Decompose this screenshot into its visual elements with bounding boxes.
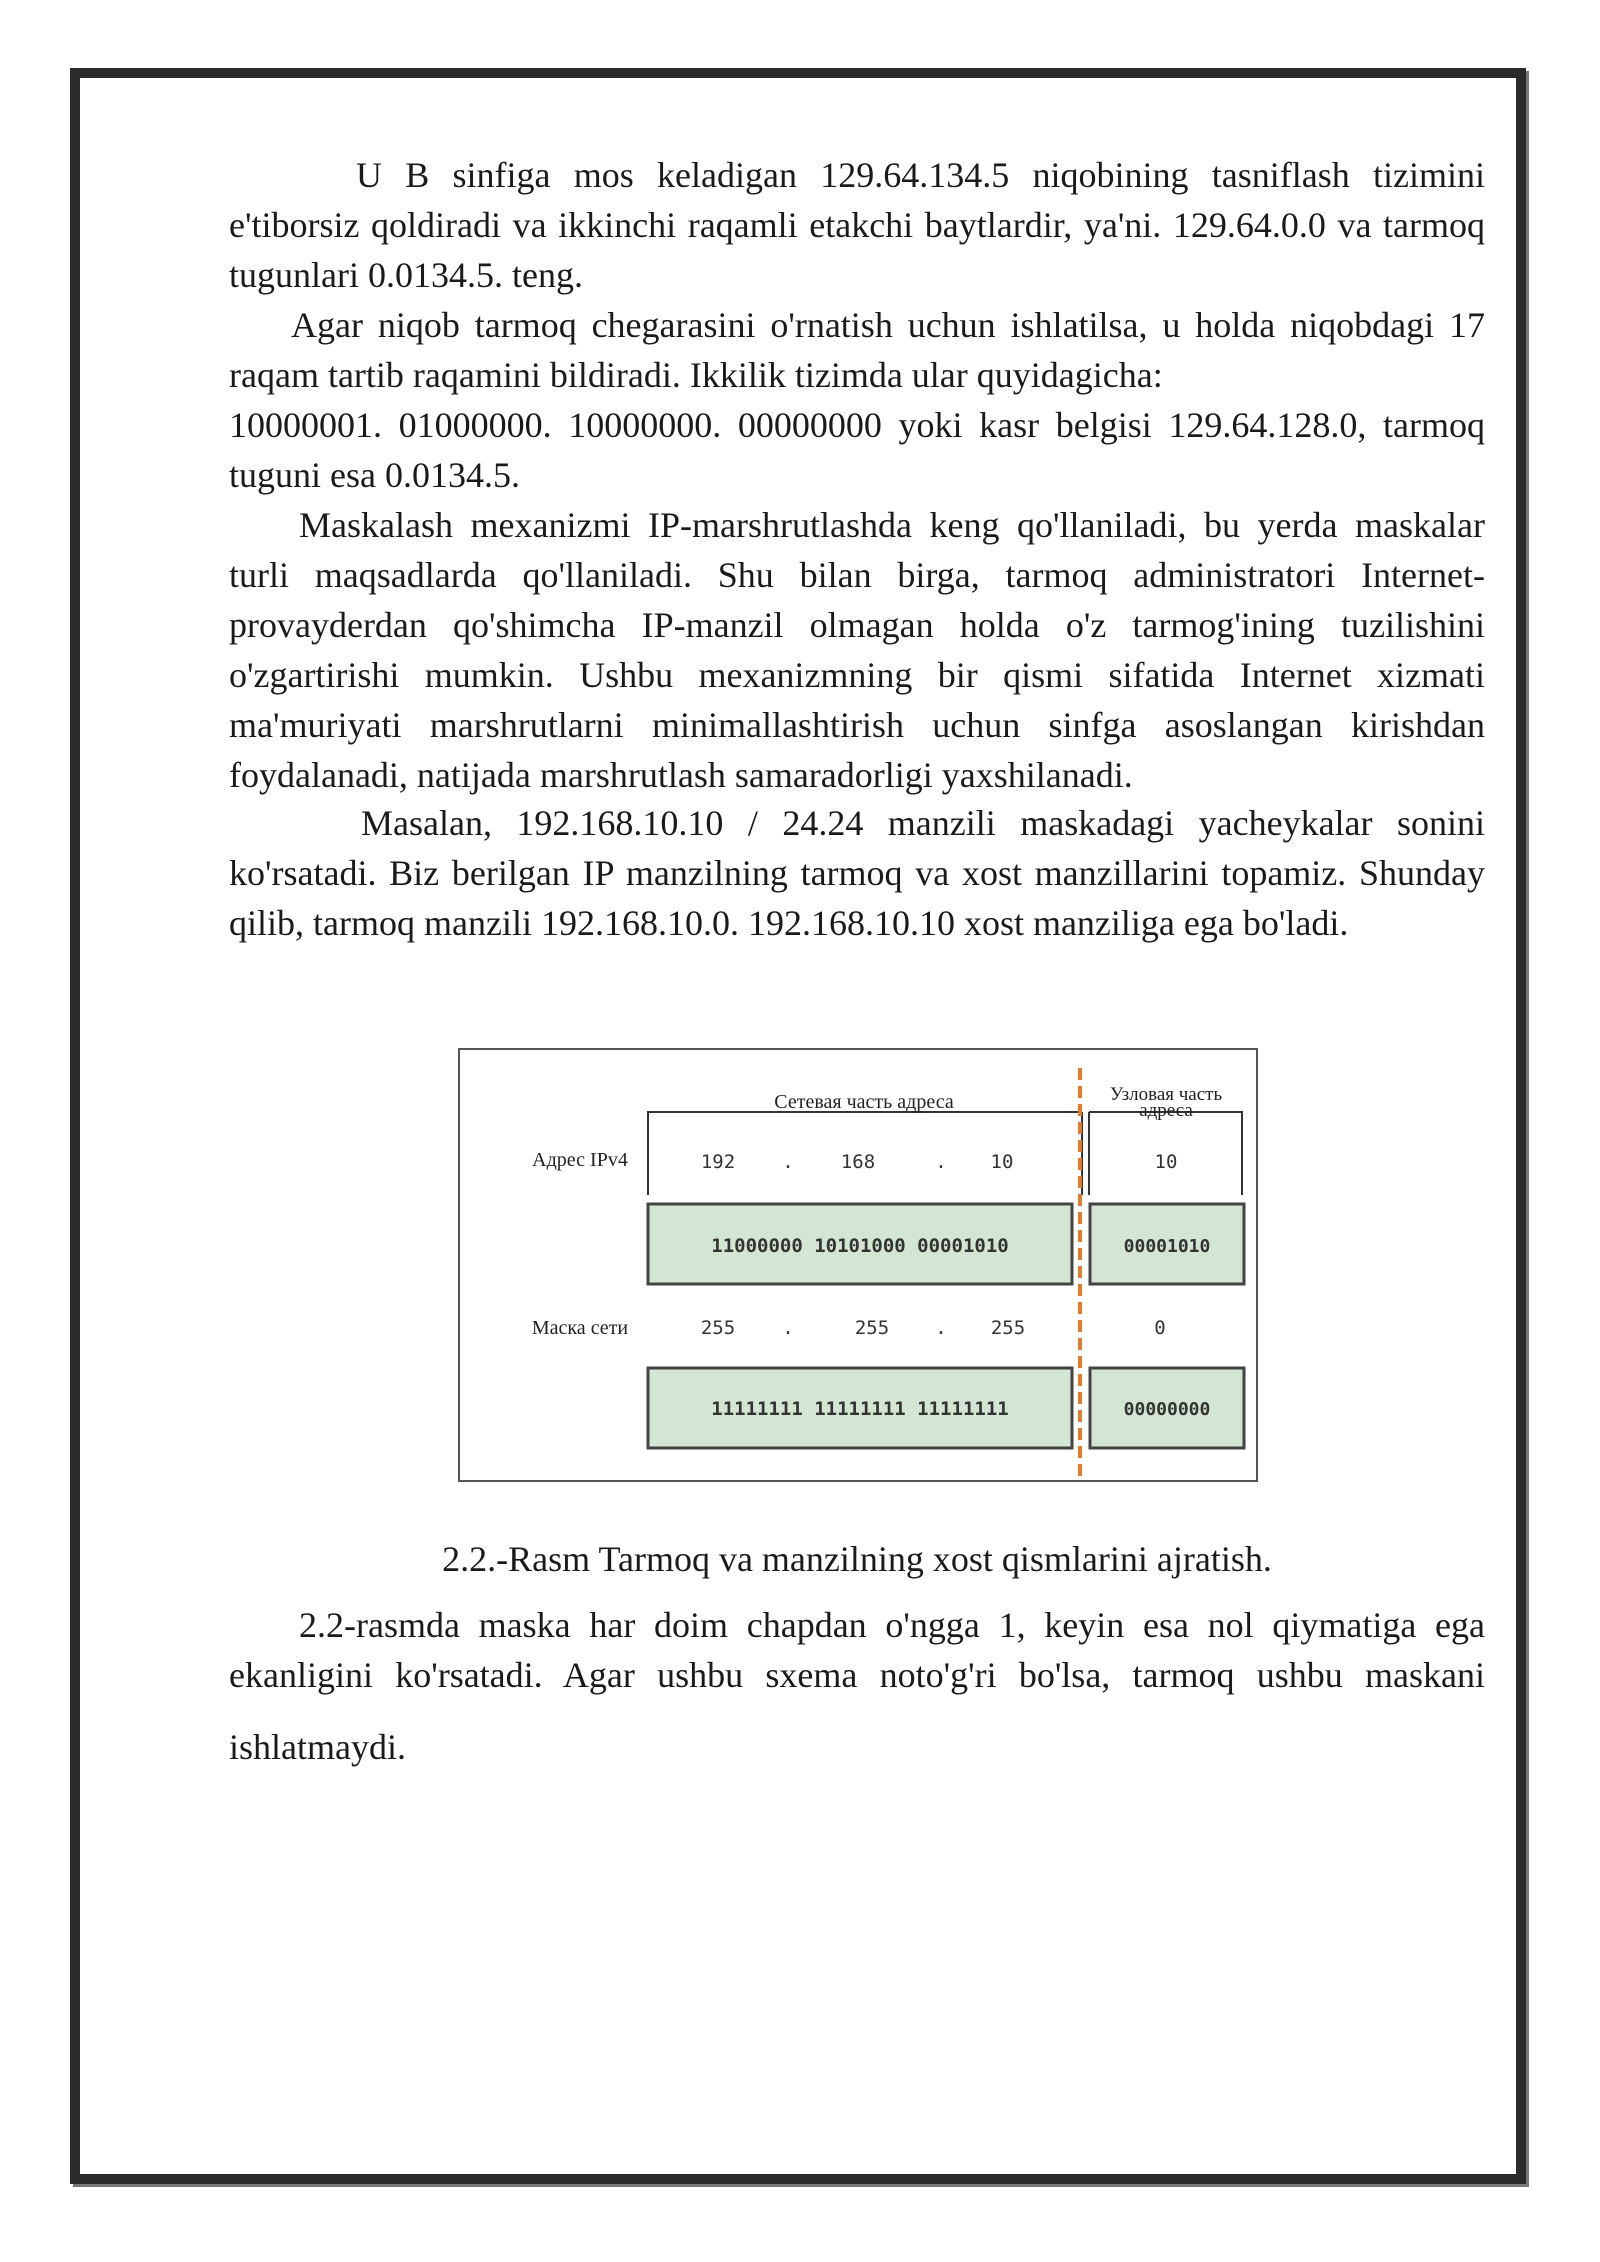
- network-part-label: Сетевая часть адреса: [774, 1091, 954, 1113]
- host-part-label-1: Узловая часть: [1109, 1084, 1223, 1105]
- mask-host-octet: 0: [1154, 1317, 1166, 1339]
- paragraph-4: [229, 798, 1485, 948]
- mask-dot-2: .: [935, 1317, 947, 1339]
- paragraph-1: [229, 150, 1485, 300]
- network-host-diagram: [458, 1048, 1258, 1482]
- figure-caption: 2.2.-Rasm Tarmoq va manzilning xost qismlarini ajratish.: [442, 1539, 1272, 1579]
- mask-octet-2: 255: [854, 1317, 890, 1339]
- paragraph-5-text: 2.2-rasmda maska har doim chapdan o'ngga 1, keyin esa nol qiymatiga ega ekanligini ko'rsatadi. Agar ushbu sxema noto'g'ri bo'lsa, tarmoq ushbu maskani: [229, 1605, 1485, 1695]
- paragraph-2-text: Agar niqob tarmoq chegarasini o'rnatish uchun ishlatilsa, u holda niqobdagi 17 raqam tartib raqamini bildiradi. Ikkilik tizimda ular quyidagicha:: [229, 305, 1485, 395]
- mask-binary-host: 00000000: [1123, 1399, 1211, 1420]
- mask-octet-3: 255: [990, 1317, 1026, 1339]
- ip-octet-3: 10: [990, 1151, 1014, 1173]
- paragraph-4-text: Masalan, 192.168.10.10 / 24.24 manzili maskadagi yacheykalar sonini ko'rsatadi. Biz berilgan IP manzilning tarmoq va xost manzillarini topamiz. Shunday qilib, tarmoq manzili 192.168.10.0. 192.168.10.10 xost manziliga ega bo'ladi.: [229, 803, 1485, 943]
- ip-dot-1: .: [782, 1151, 794, 1173]
- mask-octet-1: 255: [700, 1317, 736, 1339]
- paragraph-1-text: U B sinfiga mos keladigan 129.64.134.5 niqobining tasniflash tizimini e'tiborsiz qoldiradi va ikkinchi raqamli etakchi baytlardir, ya'ni. 129.64.0.0 va tarmoq tugunlari 0.0134.5. teng.: [229, 155, 1485, 295]
- paragraph-5-end: ishlatmaydi.: [229, 1727, 406, 1767]
- ipv4-label: Адрес IPv4: [532, 1149, 628, 1171]
- mask-dot-1: .: [782, 1317, 794, 1339]
- paragraph-2-binary-line: 10000001. 01000000. 10000000. 00000000 yoki kasr belgisi 129.64.128.0, tarmoq: [229, 405, 1485, 445]
- paragraph-3-text: Maskalash mexanizmi IP-marshrutlashda keng qo'llaniladi, bu yerda maskalar turli maqsadlarda qo'llaniladi. Shu bilan birga, tarmoq administratori Internet-provayderdan qo'shimcha IP-manzil olmagan holda o'z tarmog'ining tuzilishini o'zgartirishi mumkin. Ushbu mexanizmning bir qismi sifatida Internet xizmati ma'muriyati marshrutlarni minimallashtirish uchun sinfga asoslangan kirishdan foydalanadi, natijada marshrutlash samaradorligi yaxshilanadi.: [229, 505, 1485, 795]
- ip-octet-1: 192: [700, 1151, 736, 1173]
- host-part-label-2: адреса: [1139, 1100, 1193, 1121]
- paragraph-3: [229, 500, 1485, 800]
- diagram-svg: [460, 1050, 1256, 1480]
- ip-binary-network: 11000000 10101000 00001010: [711, 1235, 1009, 1257]
- ip-dot-2: .: [935, 1151, 947, 1173]
- paragraph-5: [229, 1600, 1485, 1700]
- ip-binary-host: 00001010: [1123, 1236, 1211, 1257]
- paragraph-2: [229, 300, 1485, 500]
- mask-label: Маска сети: [531, 1317, 629, 1339]
- mask-binary-network: 11111111 11111111 11111111: [711, 1398, 1009, 1420]
- ip-octet-2: 168: [840, 1151, 876, 1173]
- ip-host-octet: 10: [1154, 1151, 1178, 1173]
- paragraph-2-end: tuguni esa 0.0134.5.: [229, 455, 520, 495]
